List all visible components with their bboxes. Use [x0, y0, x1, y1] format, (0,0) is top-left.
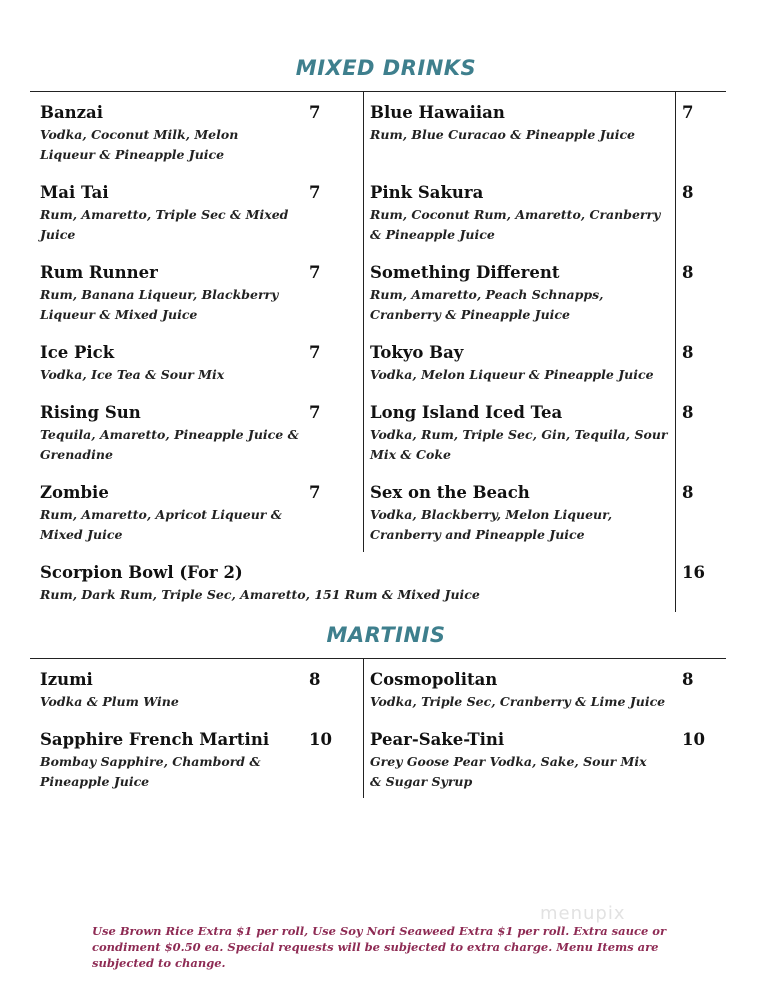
footer-note: Use Brown Rice Extra $1 per roll, Use Soy Nori Seaweed Extra $1 per roll. Extra sauce or condiment $0.50 ea. Special requests will be subjected to extra charge. Menu Items are subjected to change. — [92, 924, 667, 970]
item-price: 7 — [682, 103, 694, 122]
menu-item-blue-hawaiian — [370, 103, 670, 145]
item-description: Rum, Amaretto, Peach Schnapps, Cranberry & Pineapple Juice — [370, 287, 604, 322]
menu-item-cosmopolitan — [370, 670, 672, 712]
item-name: Blue Hawaiian — [370, 103, 505, 122]
item-name: Izumi — [40, 670, 93, 689]
menu-item-pink-sakura — [370, 183, 674, 245]
menu-item-rising-sun — [40, 403, 302, 465]
item-description: Vodka, Blackberry, Melon Liqueur, Cranberry and Pineapple Juice — [370, 507, 613, 542]
item-price: 7 — [309, 403, 321, 422]
item-price: 8 — [682, 670, 694, 689]
menu-item-scorpion-bowl — [40, 563, 670, 605]
item-description: Rum, Dark Rum, Triple Sec, Amaretto, 151 Rum & Mixed Juice — [40, 587, 480, 602]
menu-item-banzai — [40, 103, 290, 165]
watermark-logo: menupix — [540, 903, 626, 924]
menu-item-tokyo-bay — [370, 343, 672, 385]
item-description: Rum, Blue Curacao & Pineapple Juice — [370, 127, 636, 142]
menu-item-sapphire-french-martini — [40, 730, 295, 792]
item-name: Mai Tai — [40, 183, 109, 202]
item-price: 7 — [309, 483, 321, 502]
item-description: Vodka, Coconut Milk, Melon Liqueur & Pineapple Juice — [40, 127, 239, 162]
item-description: Rum, Amaretto, Triple Sec & Mixed Juice — [40, 207, 289, 242]
menu-item-long-island-iced-tea — [370, 403, 672, 465]
item-description: Rum, Amaretto, Apricot Liqueur & Mixed Juice — [40, 507, 283, 542]
item-name: Pink Sakura — [370, 183, 484, 202]
item-name: Rum Runner — [40, 263, 158, 282]
menu-item-zombie — [40, 483, 290, 545]
item-name: Banzai — [40, 103, 103, 122]
item-price: 16 — [682, 563, 705, 582]
menu-item-izumi — [40, 670, 290, 712]
item-name: Sapphire French Martini — [40, 730, 270, 749]
item-price: 10 — [309, 730, 332, 749]
menu-item-sex-on-the-beach — [370, 483, 650, 545]
item-name: Long Island Iced Tea — [370, 403, 563, 422]
item-description: Vodka, Melon Liqueur & Pineapple Juice — [370, 367, 654, 382]
item-price: 10 — [682, 730, 705, 749]
item-description: Bombay Sapphire, Chambord & Pineapple Juice — [40, 754, 261, 789]
item-name: Ice Pick — [40, 343, 115, 362]
menu-item-mai-tai — [40, 183, 290, 245]
section-title-martinis: MARTINIS — [326, 623, 446, 647]
column-divider-martinis — [363, 658, 364, 798]
item-name: Something Different — [370, 263, 560, 282]
item-price: 8 — [682, 343, 694, 362]
item-description: Vodka, Rum, Triple Sec, Gin, Tequila, Sour Mix & Coke — [370, 427, 668, 462]
item-name: Sex on the Beach — [370, 483, 530, 502]
divider-top — [30, 91, 726, 92]
item-description: Rum, Banana Liqueur, Blackberry Liqueur & Mixed Juice — [40, 287, 279, 322]
item-name: Cosmopolitan — [370, 670, 498, 689]
item-price: 7 — [309, 343, 321, 362]
item-name: Tokyo Bay — [370, 343, 464, 362]
item-description: Tequila, Amaretto, Pineapple Juice & Grenadine — [40, 427, 299, 462]
item-price: 8 — [682, 263, 694, 282]
item-description: Vodka & Plum Wine — [40, 694, 179, 709]
item-description: Vodka, Triple Sec, Cranberry & Lime Juice — [370, 694, 666, 709]
menu-item-pear-sake-tini — [370, 730, 660, 792]
item-price: 7 — [309, 263, 321, 282]
section-title-mixed-drinks: MIXED DRINKS — [295, 56, 477, 80]
item-price: 8 — [682, 183, 694, 202]
item-name: Pear-Sake-Tini — [370, 730, 505, 749]
item-description: Grey Goose Pear Vodka, Sake, Sour Mix & Sugar Syrup — [370, 754, 647, 789]
item-name: Rising Sun — [40, 403, 141, 422]
menu-item-ice-pick — [40, 343, 290, 385]
item-price: 8 — [309, 670, 321, 689]
item-description: Vodka, Ice Tea & Sour Mix — [40, 367, 225, 382]
menu-item-rum-runner — [40, 263, 290, 325]
column-divider-center — [363, 91, 364, 552]
item-name: Zombie — [40, 483, 109, 502]
item-name: Scorpion Bowl (For 2) — [40, 563, 243, 582]
item-price: 7 — [309, 183, 321, 202]
menu-item-something-different — [370, 263, 672, 325]
item-price: 7 — [309, 103, 321, 122]
divider-martinis — [30, 658, 726, 659]
item-price: 8 — [682, 403, 694, 422]
item-price: 8 — [682, 483, 694, 502]
column-divider-price — [675, 91, 676, 612]
item-description: Rum, Coconut Rum, Amaretto, Cranberry & Pineapple Juice — [370, 207, 661, 242]
